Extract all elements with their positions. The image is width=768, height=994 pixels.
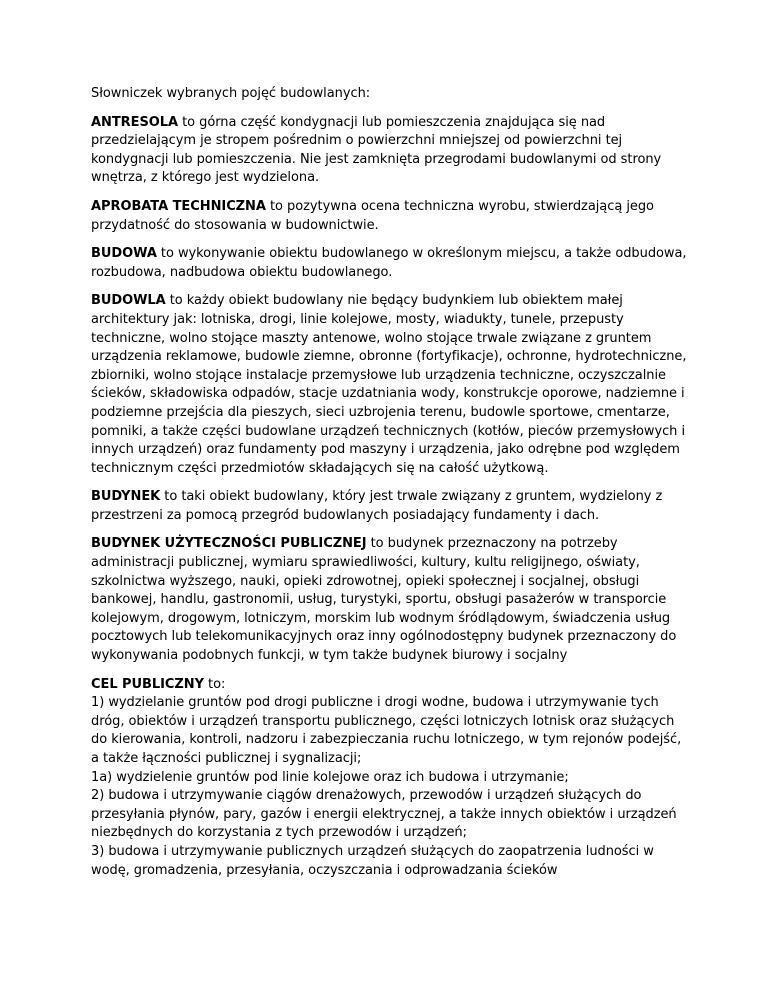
glossary-definition: to wykonywanie obiektu budowlanego w określonym miejscu, a także odbudowa, rozbudowa, nadbudowa obiektu budowlanego. (91, 246, 687, 280)
glossary-entry-budowa (91, 245, 691, 282)
document-page (91, 85, 691, 890)
glossary-term: CEL PUBLICZNY (91, 676, 204, 692)
glossary-definition: to każdy obiekt budowlany nie będący budynkiem lub obiektem małej architektury jak: lotniska, drogi, linie kolejowe, mosty, wiadukty, tunele, przepusty techniczne, wolno stojące maszty antenowe, wolno stojące trwale związane z gruntem urządzenia reklamowe, budowle ziemne, obronne (fortyfikacje), ochronne, hydrotechniczne, zbiorniki, wolno stojące instalacje przemysłowe lub urządzenia techniczne, oczyszczalnie ścieków, składowiska odpadów, stacje uzdatniania wody, konstrukcje oporowe, nadziemne i podziemne przejścia dla pieszych, sieci uzbrojenia terenu, budowle sportowe, cmentarze, pomniki, a także części budowlane urządzeń technicznych (kotłów, pieców przemysłowych i innych urządzeń) oraz fundamenty pod maszyny i urządzenia, jako odrębne pod względem technicznym części przedmiotów składających się na całość użytkową. (91, 293, 687, 476)
glossary-definition: to taki obiekt budowlany, który jest trwale związany z gruntem, wydzielony z przestrzeni za pomocą przegród budowlanych posiadający fundamenty i dach. (91, 489, 663, 523)
glossary-entry-budowla (91, 292, 691, 478)
list-item: 2) budowa i utrzymywanie ciągów drenażowych, przewodów i urządzeń służących do przesyłania płynów, pary, gazów i energii elektrycznej, a także innych obiektów i urządzeń niezbędnych do korzystania z tych przewodów i urządzeń; (91, 788, 677, 841)
glossary-term: BUDYNEK (91, 489, 161, 505)
list-item: 1) wydzielanie gruntów pod drogi publiczne i drogi wodne, budowa i utrzymywanie tych dróg, obiektów i urządzeń transportu publicznego, części lotniczych lotnisk oraz służących do kierowania, kontroli, nadzoru i zabezpieczania ruchu lotniczego, w tym rejonów podejść, a także łączności publicznej i sygnalizacji; (91, 695, 682, 766)
document-title: Słowniczek wybranych pojęć budowlanych: (91, 86, 371, 101)
glossary-definition: to pozytywna ocena techniczna wyrobu, stwierdzającą jego przydatność do stosowania w budownictwie. (91, 198, 654, 233)
glossary-entry-antresola (91, 114, 691, 188)
glossary-term: BUDOWA (91, 246, 157, 262)
glossary-term: BUDOWLA (91, 293, 166, 309)
glossary-term: BUDYNEK UŻYTECZNOŚCI PUBLICZNEJ (91, 536, 367, 552)
glossary-entry-cel-publiczny (91, 676, 691, 881)
glossary-term: APROBATA TECHNICZNA (91, 198, 266, 214)
glossary-definition: to: (203, 676, 226, 692)
glossary-entry-budynek (91, 488, 691, 525)
glossary-term: ANTRESOLA (91, 114, 179, 130)
list-item: 3) budowa i utrzymywanie publicznych urządzeń służących do zaopatrzenia ludności w wodę, gromadzenia, przesyłania, oczyszczania i odprowadzania ścieków (91, 843, 654, 878)
list-item: 1a) wydzielenie gruntów pod linie kolejowe oraz ich budowa i utrzymanie; (91, 769, 569, 785)
glossary-entry-aprobata-techniczna (91, 198, 691, 235)
glossary-definition: to budynek przeznaczony na potrzeby administracji publicznej, wymiaru sprawiedliwości, kultury, kultu religijnego, oświaty, szkolnictwa wyższego, nauki, opieki zdrowotnej, opieki społecznej i socjalnej, obsługi bankowej, handlu, gastronomii, usług, turystyki, sportu, obsługi pasażerów w transporcie kolejowym, drogowym, lotniczym, morskim lub wodnym śródlądowym, świadczenia usług pocztowych lub telekomunikacyjnych oraz inny ogólnodostępny budynek przeznaczony do wykonywania podobnych funkcji, w tym także budynek biurowy i socjalny (91, 536, 677, 664)
glossary-entry-budynek-uzytecznosci-publicznej (91, 535, 691, 665)
glossary-definition: to górna część kondygnacji lub pomieszczenia znajdująca się nad przedzielającym je stropem pośrednim o powierzchni mniejszej od powierzchni tej kondygnacji lub pomieszczenia. Nie jest zamknięta przegrodami budowlanymi od strony wnętrza, z którego jest wydzielona. (91, 114, 662, 186)
